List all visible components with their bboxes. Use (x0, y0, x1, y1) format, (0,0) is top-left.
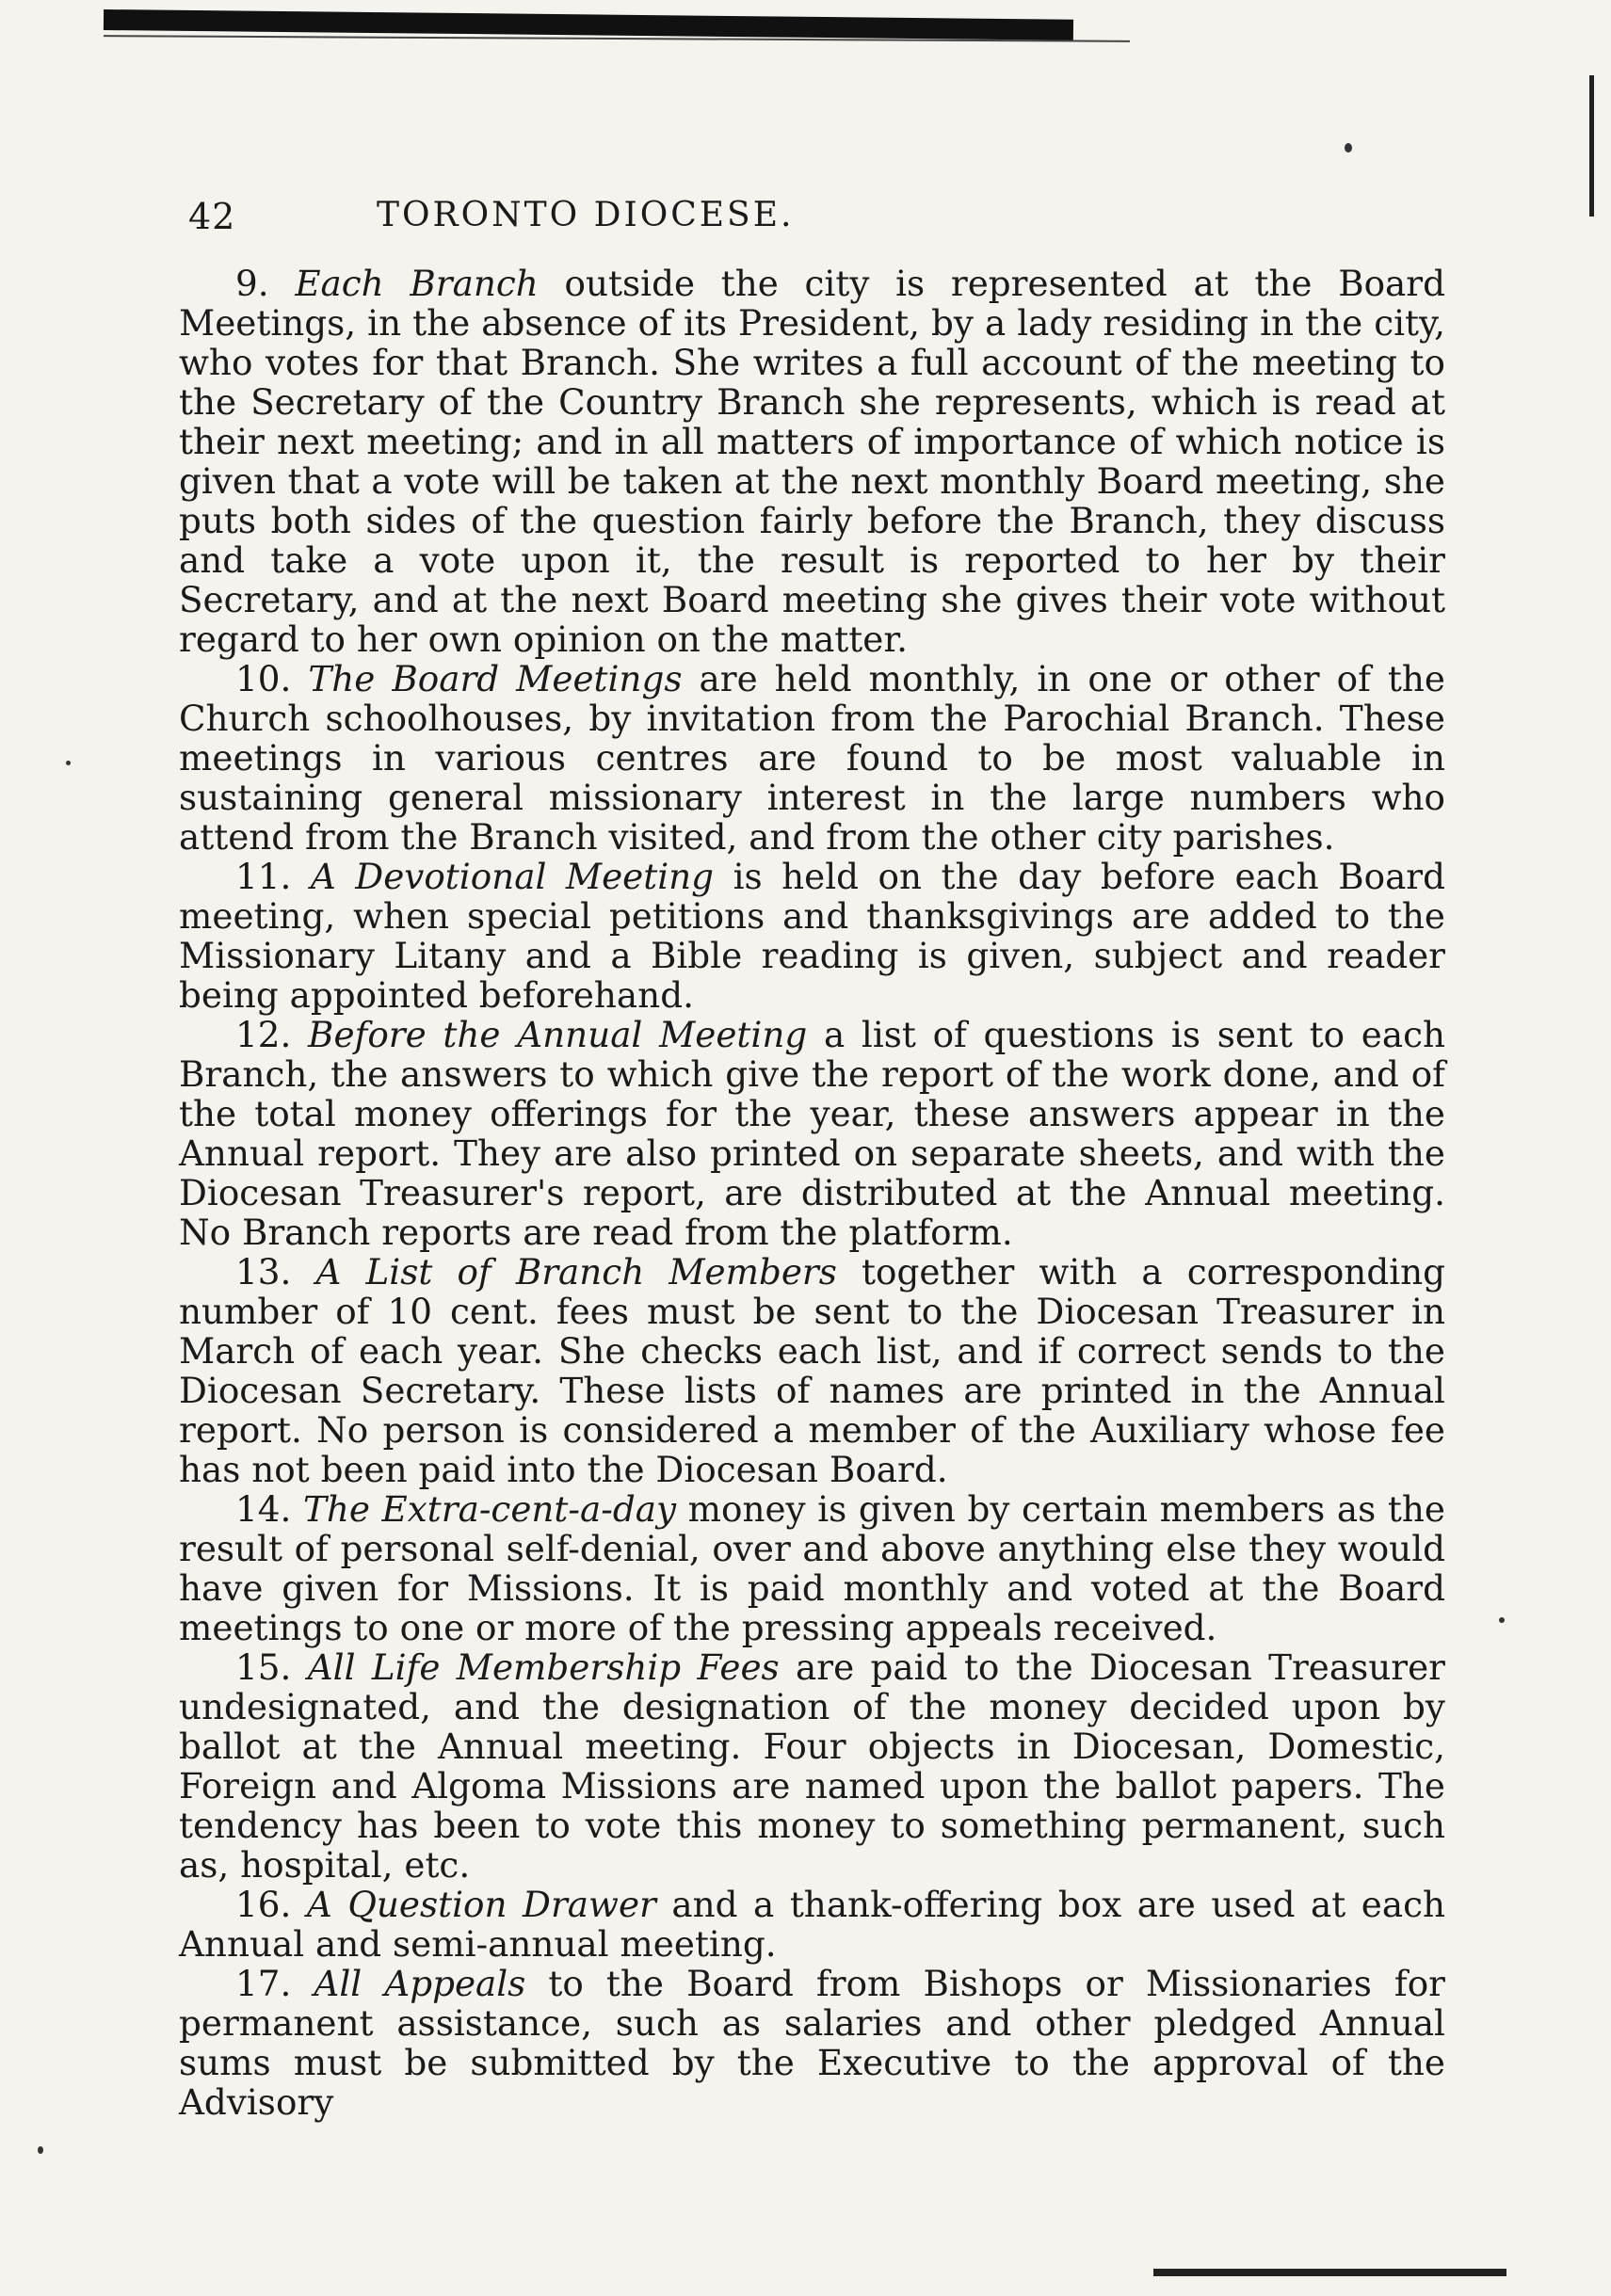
running-head: TORONTO DIOCESE. (377, 196, 795, 234)
paragraph-title: Each Branch (295, 263, 539, 304)
paragraph-text: to the Board from Bishops or Missionaries for permanent assistance, such as salaries and other pledged Annual sums must be submitted by the Executive to the approval of the Advisory (179, 1963, 1445, 2123)
paragraph-title: All Life Membership Fees (307, 1646, 780, 1688)
paragraph-title: A Devotional Meeting (310, 856, 715, 897)
paragraph-text: together with a corresponding number of 10 cent. fees must be sent to the Diocesan Treasurer in March of each year. She checks each list, and if correct sends to the Diocesan Secretary. These lists of names are printed in the Annual report. No person is considered a member of the Auxiliary whose fee has not been paid into the Diocesan Board. (179, 1251, 1446, 1490)
paragraph-number: 10. (235, 658, 292, 699)
paragraph-13 (179, 1252, 1445, 1489)
speck (1345, 143, 1352, 153)
paragraph-number: 11. (235, 856, 292, 897)
speck (1499, 1617, 1505, 1623)
paragraph-title: A List of Branch Members (315, 1251, 837, 1293)
paragraph-number: 9. (235, 263, 269, 304)
paragraph-title: All Appeals (314, 1963, 526, 2004)
paragraph-number: 12. (235, 1014, 292, 1055)
paragraph-10 (179, 659, 1445, 857)
paragraph-text: outside the city is represented at the Board Meetings, in the absence of its President, by a lady residing in the city, who votes for that Branch. She writes a full account of the meeting to the Secretary of the Country Branch she represents, which is read at their next meeting; and in all matters of importance of which notice is given that a vote will be taken at the next monthly Board meeting, she puts both sides of the question fairly before the Branch, they discuss and take a vote upon it, the result is reported to her by their Secretary, and at the next Board meeting she gives their vote without regard to her own opinion on the matter. (179, 263, 1445, 660)
paragraph-number: 16. (235, 1884, 292, 1925)
speck (66, 761, 71, 765)
paragraph-text: are held monthly, in one or other of the Church schoolhouses, by invitation from the Parochial Branch. These meetings in various centres are found to be most valuable in sustaining general missionary interest in the large numbers who attend from the Branch visited, and from the other city parishes. (179, 658, 1445, 858)
paragraph-number: 13. (235, 1251, 292, 1293)
paragraph-title: The Extra-cent-a-day (302, 1488, 677, 1530)
paragraph-15 (179, 1647, 1445, 1885)
paragraph-text: money is given by certain members as the result of personal self-denial, over and above anything else they would have given for Missions. It is paid monthly and voted at the Board meetings to one or more of the pressing appeals received. (179, 1488, 1445, 1648)
paragraph-title: Before the Annual Meeting (308, 1014, 808, 1055)
paragraph-text: are paid to the Diocesan Treasurer undesignated, and the designation of the money decided upon by ballot at the Annual meeting. Four objects in Diocesan, Domestic, Foreign and Algoma Missions are named upon the ballot papers. The tendency has been to vote this money to something permanent, such as, hospital, etc. (179, 1646, 1446, 1886)
paragraph-title: The Board Meetings (308, 658, 683, 699)
paragraph-16 (179, 1885, 1445, 1964)
body-text (179, 264, 1445, 2122)
speck (38, 2146, 43, 2154)
bottom-rule (1153, 2269, 1506, 2276)
paragraph-number: 15. (235, 1646, 292, 1688)
paragraph-11 (179, 857, 1445, 1015)
paragraph-number: 17. (235, 1963, 292, 2004)
paragraph-text: and a thank-offering box are used at each Annual and semi-annual meeting. (179, 1884, 1445, 1965)
page-header (0, 196, 1611, 243)
paragraph-17 (179, 1964, 1445, 2122)
paragraph-12 (179, 1015, 1445, 1252)
paragraph-title: A Question Drawer (306, 1884, 656, 1925)
paragraph-text: a list of questions is sent to each Branch, the answers to which give the report of the work done, and of the total money offerings for the year, these answers appear in the Annual report. They are also printed on separate sheets, and with the Diocesan Treasurer's report, are distributed at the Annual meeting. No Branch reports are read from the platform. (179, 1014, 1445, 1253)
paragraph-14 (179, 1489, 1445, 1647)
paragraph-9 (179, 264, 1445, 659)
paragraph-number: 14. (235, 1488, 292, 1530)
paragraph-text: is held on the day before each Board meeting, when special petitions and thanksgivings are added to the Missionary Litany and a Bible reading is given, subject and reader being appointed beforehand. (179, 856, 1446, 1016)
page-number: 42 (188, 196, 236, 237)
